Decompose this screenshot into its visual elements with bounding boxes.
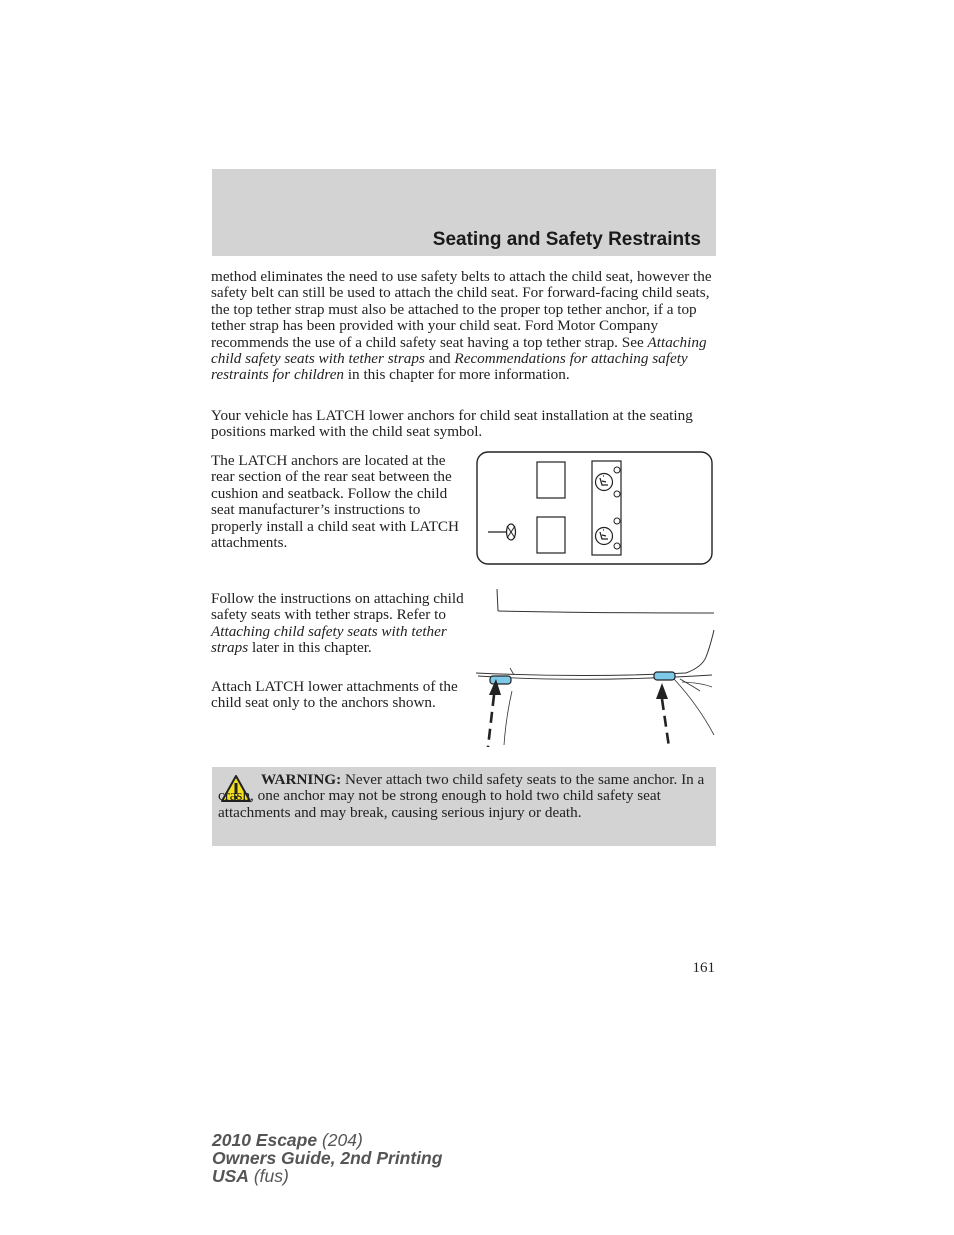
footer-line-model (212, 1131, 442, 1149)
paragraph-text: in this chapter for more information. (344, 366, 570, 384)
child-seat-symbol-icon (596, 528, 613, 545)
paragraph-latch-attachments: Attach LATCH lower attachments of the child seat only to the anchors shown. (211, 678, 458, 712)
cross-reference: Attaching child safety seats with tether straps (211, 622, 447, 657)
arrow-up-icon (488, 679, 501, 747)
paragraph-latch-location: The LATCH anchors are located at the rear section of the rear seat between the cushion and seatback. Follow the child seat manufacturer’s instructions to properly install a child seat with LATCH attachments. (211, 452, 460, 552)
latch-anchor-left-icon (490, 676, 511, 684)
document-footer (212, 1131, 442, 1185)
warning-message: Never attach two child safety seats to the same anchor. In a crash, one anchor may not be strong enough to hold two child safety seat attachments and may break, causing serious injury or death. (218, 771, 705, 821)
warning-label: WARNING: (261, 771, 342, 788)
paragraph-text: method eliminates the need to use safety belts to attach the child seat, however the safety belt can still be used to attach the child seat. For forward-facing child seats, the top tether strap must also be attached to the proper top tether anchor, if a top tether strap has been provided with your child seat. Ford Motor Company recommends the use of a child safety seat having a top tether strap. See (211, 268, 712, 351)
footer-line-market (212, 1167, 442, 1185)
section-header-band (212, 169, 716, 256)
paragraph-text: later in this chapter. (248, 639, 372, 657)
paragraph-tether-instructions (211, 591, 466, 657)
footer-line-edition: Owners Guide, 2nd Printing (212, 1148, 443, 1168)
footer-model: 2010 Escape (212, 1130, 318, 1150)
paragraph-latch-method (211, 269, 717, 384)
cross-reference: Recommendations for attaching safety restraints for children (211, 350, 688, 384)
cross-reference: Attaching child safety seats with tether straps (211, 333, 707, 368)
warning-box (212, 767, 716, 846)
warning-text (218, 772, 710, 821)
section-title: Seating and Safety Restraints (432, 229, 701, 250)
page-number: 161 (692, 960, 715, 976)
child-seat-symbol-icon (596, 474, 613, 491)
latch-anchor-right-icon (654, 672, 675, 680)
footer-model-code: (204) (317, 1130, 363, 1150)
paragraph-text: and (424, 350, 455, 368)
arrow-up-icon (656, 683, 669, 747)
paragraph-latch-positions: Your vehicle has LATCH lower anchors for child seat installation at the seating positions marked with the child seat symbol. (211, 407, 693, 441)
footer-market-code: (fus) (248, 1166, 289, 1186)
rear-seat-latch-diagram (476, 451, 714, 566)
footer-market: USA (212, 1166, 249, 1186)
latch-anchor-illustration (476, 587, 716, 752)
paragraph-text: Follow the instructions on attaching child safety seats with tether straps. Refer to (211, 590, 464, 624)
